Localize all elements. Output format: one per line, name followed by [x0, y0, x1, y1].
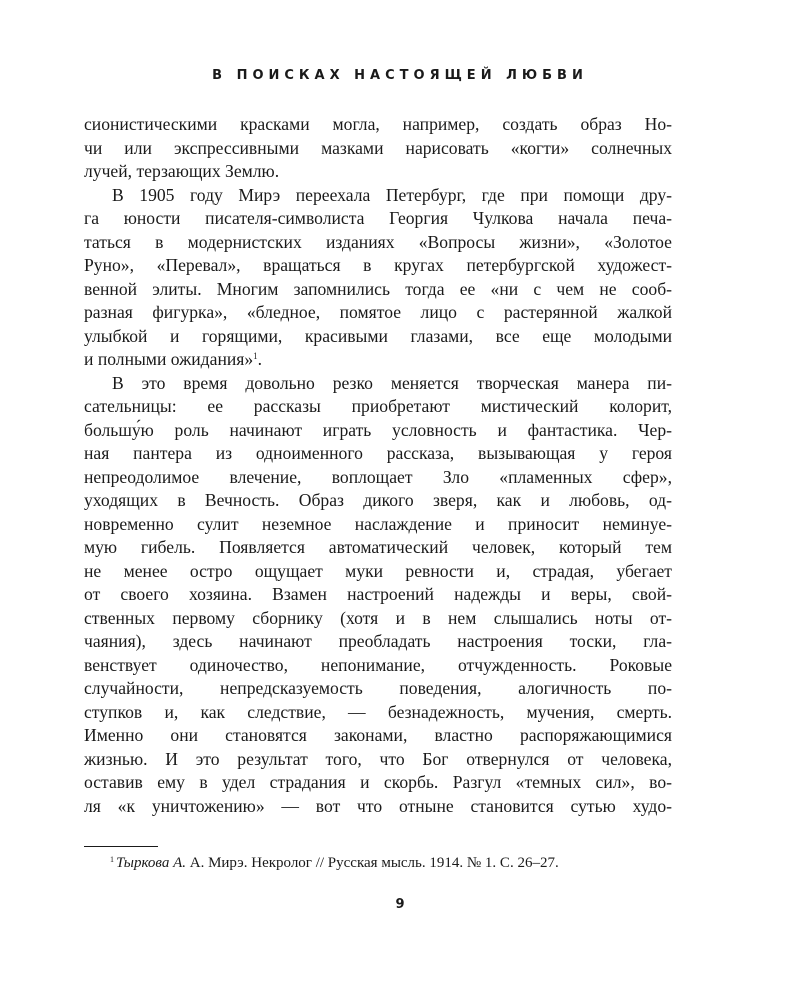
- text-line: ступков и, как следствие, — безнадежность, мучения, смерть.: [84, 701, 672, 722]
- text-line: новременно сулит неземное наслаждение и приносит неминуе-: [84, 513, 672, 534]
- text-line: га юности писателя-символиста Георгия Чулкова начала печа-: [84, 208, 672, 228]
- text-line: В 1905 году Мирэ переехала Петербург, где при помощи дру-: [112, 184, 672, 205]
- text-line: сательницы: ее рассказы приобретают мистический колорит,: [84, 396, 672, 416]
- text-line: непреодолимое влечение, воплощает Зло «пламенных сфер»,: [84, 466, 672, 487]
- page-number: 9: [395, 897, 405, 912]
- footnote-divider: [84, 846, 158, 847]
- paragraph-3: [84, 372, 672, 819]
- footnote-reference[interactable]: 1: [253, 351, 258, 361]
- text-line: венной элиты. Многим запомнились тогда ее «ни с чем не сооб-: [84, 278, 672, 299]
- text-line: венствует одиночество, непонимание, отчужденность. Роковые: [84, 654, 672, 675]
- text-line: ственных первому сборнику (хотя и в нем слышались ноты от-: [84, 607, 672, 628]
- text-line: сионистическими красками могла, например, создать образ Но-: [84, 114, 672, 134]
- running-head: В ПОИСКАХ НАСТОЯЩЕЙ ЛЮБВИ: [212, 68, 588, 83]
- text-line: чаяния), здесь начинают преобладать настроения тоски, гла-: [84, 631, 672, 651]
- text-line: не менее остро ощущает муки ревности и, страдая, убегает: [84, 560, 672, 581]
- text-line: случайности, непредсказуемость поведения, алогичность по-: [84, 678, 672, 698]
- footnote-marker: 1: [110, 855, 114, 864]
- paragraph-1: [84, 113, 672, 184]
- footnote-text: А. Мирэ. Некролог // Русская мысль. 1914. № 1. С. 26–27.: [185, 855, 559, 871]
- text-line: чи или экспрессивными мазками нарисовать «когти» солнечных: [84, 137, 672, 158]
- text-line: Руно», «Перевал», вращаться в кругах петербургской художест-: [84, 255, 672, 275]
- text-line: ная пантера из одноименного рассказа, вызывающая у героя: [84, 443, 672, 463]
- text-line: от своего хозяина. Взамен настроений надежды и веры, свой-: [84, 584, 672, 604]
- text-line: улыбкой и горящими, красивыми глазами, все еще молодыми: [84, 325, 672, 346]
- text-line: большу́ю роль начинают играть условность и фантастика. Чер-: [84, 419, 672, 440]
- text-line: разная фигурка», «бледное, помятое лицо с растерянной жалкой: [84, 302, 672, 322]
- text-line: жизнью. И это результат того, что Бог отвернулся от человека,: [84, 748, 672, 769]
- text-line: лучей, терзающих Землю.: [84, 161, 280, 181]
- text-line: мую гибель. Появляется автоматический человек, который тем: [84, 537, 672, 557]
- footnote: [110, 853, 672, 873]
- text-line: оставив ему в удел страдания и скорбь. Разгул «темных сил», во-: [84, 772, 672, 792]
- paragraph-2: [84, 184, 672, 372]
- text-line-with-footnote: и полными ожидания»$^1$.: [84, 349, 263, 369]
- text-line: В это время довольно резко меняется творческая манера пи-: [112, 372, 672, 393]
- body-text: [84, 113, 672, 818]
- text-line: Именно они становятся законами, властно распоряжающимися: [84, 725, 672, 745]
- text-line: ля «к уничтожению» — вот что отныне становится сутью худо-: [84, 795, 672, 816]
- text-line: уходящих в Вечность. Образ дикого зверя, как и любовь, од-: [84, 490, 672, 510]
- footnote-author: Тыркова А.: [116, 855, 186, 871]
- text-line: таться в модернистских изданиях «Вопросы жизни», «Золотое: [84, 231, 672, 252]
- text-line: и полными ожидания»: [84, 349, 254, 369]
